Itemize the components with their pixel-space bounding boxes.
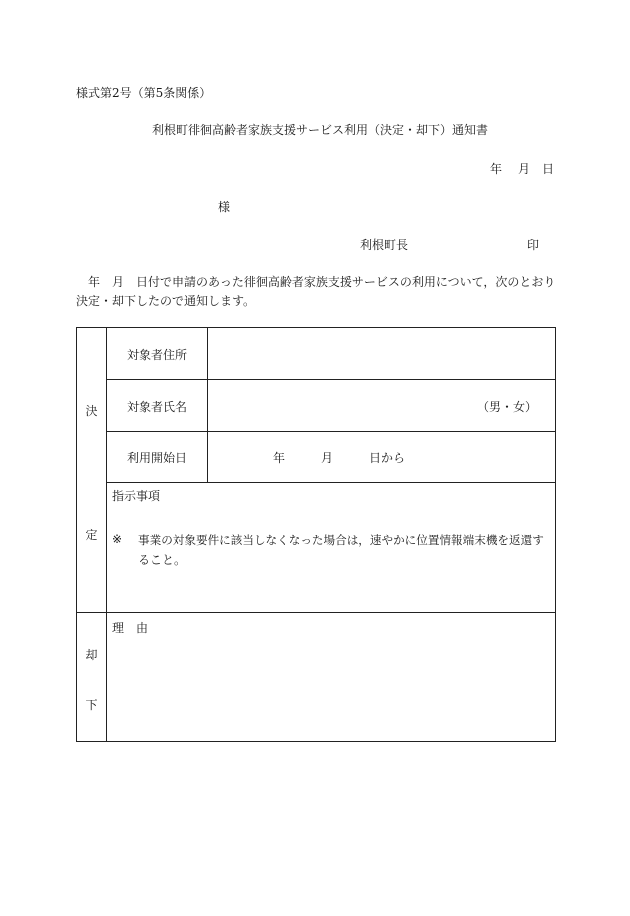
instructions-label: 指示事項 <box>112 489 161 503</box>
instruction-text: 事業の対象要件に該当しなくなった場合は，速やかに位置情報端末機を返還す <box>138 533 544 547</box>
start-date-day: 日から <box>369 451 406 465</box>
document-title: 利根町徘徊高齢者家族支援サービス利用（決定・却下）通知書 <box>152 123 489 137</box>
start-date-year: 年 <box>273 451 286 465</box>
issue-date-month: 月 <box>518 162 531 176</box>
addressee-suffix: 様 <box>218 200 231 214</box>
issue-date <box>490 160 554 177</box>
table-row-divider <box>106 379 556 380</box>
rejection-label-bottom: 下 <box>85 698 98 712</box>
table-label-divider <box>207 328 208 482</box>
start-date-month: 月 <box>321 451 334 465</box>
seal-mark: 印 <box>527 238 540 252</box>
issue-date-year: 年 <box>490 162 503 176</box>
reason-label: 理 由 <box>112 621 149 635</box>
issuer: 利根町長 <box>360 238 409 252</box>
instruction-mark: ※ <box>112 532 123 546</box>
table-row-divider <box>106 431 556 432</box>
table-col-divider <box>106 328 107 741</box>
issue-date-day: 日 <box>542 162 555 176</box>
form-number: 様式第2号（第5条関係） <box>76 86 212 100</box>
rejection-label-top: 却 <box>85 648 98 662</box>
notice-body-text: 年 月 日付で申請のあった徘徊高齢者家族支援サービスの利用について，次のとおり決定・却下したので通知します。 <box>76 275 556 308</box>
table-row-divider <box>106 482 556 483</box>
gender-choice: （男・女） <box>477 400 538 414</box>
notice-body <box>76 273 556 311</box>
start-date-label: 利用開始日 <box>127 451 188 465</box>
instruction-text-cont: ること。 <box>138 553 187 567</box>
address-label: 対象者住所 <box>127 348 188 362</box>
decision-label-top: 決 <box>85 404 98 418</box>
section-divider <box>77 612 556 613</box>
decision-label-bottom: 定 <box>85 528 98 542</box>
decision-table <box>76 327 556 742</box>
name-label: 対象者氏名 <box>127 400 188 414</box>
